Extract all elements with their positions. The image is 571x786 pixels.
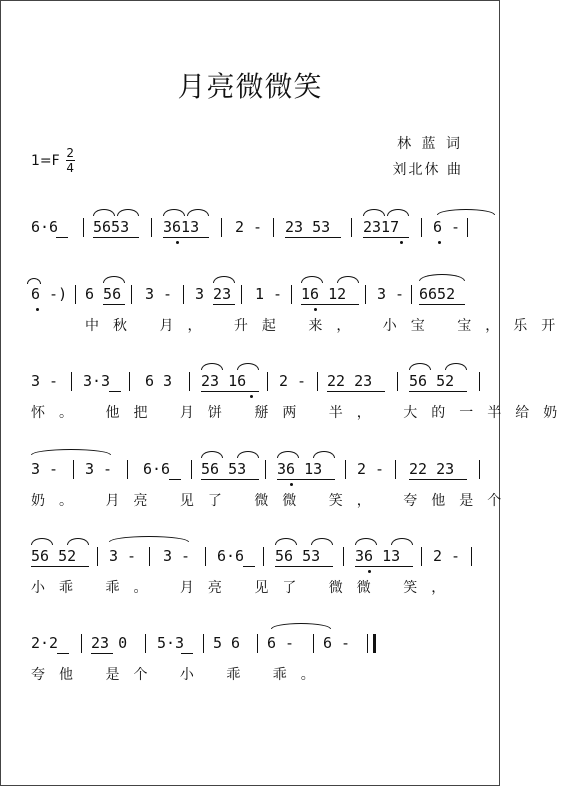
notes: 3 - [31,460,59,478]
slur [311,538,333,545]
notes: 36 13 [277,460,323,478]
notes: 6 -) [31,285,68,303]
underline [163,237,209,238]
notes: 56 53 [201,460,247,478]
notes: 2·2 [31,634,59,652]
underline [93,237,139,238]
notes: 23 0 [91,634,128,652]
barline [367,634,368,653]
barline [267,372,268,391]
low-octave-dot [176,241,179,244]
slur [67,538,89,545]
slur [409,363,431,370]
barline [365,285,366,304]
notes: 56 52 [31,547,77,565]
barline [127,460,128,479]
notes: 6·6 [217,547,245,565]
barline [75,285,76,304]
lyrics-line: 夸他 是个 小 乖 乖。 [31,667,329,683]
lyricist-credit: 林 蓝 词 [397,136,463,152]
composer-credit: 刘北休 曲 [392,162,463,178]
notes: 3 23 [195,285,232,303]
low-octave-dot [250,395,253,398]
score-system-3 [1,353,571,443]
barline [145,634,146,653]
underline [409,391,467,392]
notes: 36 13 [355,547,401,565]
notes: 5·3 [157,634,185,652]
slur [201,451,223,458]
score-system-6 [1,615,501,705]
tie [437,209,495,215]
notes: 23 53 [285,218,331,236]
barline [257,634,258,653]
notes: 56 52 [409,372,455,390]
notes: 16 12 [301,285,347,303]
barline [81,634,82,653]
barline [203,634,204,653]
barline [97,547,98,566]
notes: 2317 [363,218,400,236]
song-title: 月亮微微笑 [177,70,323,103]
low-octave-dot [438,241,441,244]
underline [277,479,335,480]
tie [109,536,189,542]
barline [263,547,264,566]
final-barline [373,634,376,653]
slur [93,209,115,216]
notes: 6 - [323,634,351,652]
slur [313,451,335,458]
notes: 6 3 [145,372,173,390]
notes: 3·3 [83,372,111,390]
notes: 6·6 [31,218,59,236]
notes: 6 - [433,218,461,236]
slur [163,209,185,216]
slur [31,538,53,545]
barline [471,547,472,566]
slur [117,209,139,216]
barline [479,372,480,391]
notes: 3 - [109,547,137,565]
notes: 6 56 [85,285,122,303]
notes: 6 - [267,634,295,652]
slur [355,538,377,545]
slur [237,363,259,370]
notes: 5 6 [213,634,241,652]
tie [31,449,111,455]
low-octave-dot [36,308,39,311]
barline [313,634,314,653]
underline [327,391,385,392]
notes: 2 - [433,547,461,565]
barline [83,218,84,237]
notes: 3 - [163,547,191,565]
barline [397,372,398,391]
notes: 22 23 [409,460,455,478]
barline [73,460,74,479]
barline [205,547,206,566]
notes: 6652 [419,285,456,303]
low-octave-dot [400,241,403,244]
underline [56,237,68,238]
barline [189,372,190,391]
score-system-4 [1,441,516,531]
slur [277,451,299,458]
slur [363,209,385,216]
score-system-2 [1,266,570,356]
underline [419,304,465,305]
barline [191,460,192,479]
low-octave-dot [314,308,317,311]
underline [213,304,235,305]
barline [151,218,152,237]
barline [351,218,352,237]
barline [149,547,150,566]
underline [355,566,413,567]
underline [91,653,113,654]
notes: 56 53 [275,547,321,565]
slur [445,363,467,370]
low-octave-dot [290,483,293,486]
barline [395,460,396,479]
slur [337,276,359,283]
notes: 22 23 [327,372,373,390]
barline [421,547,422,566]
notes: 3 - [145,285,173,303]
notes: 2 - [235,218,263,236]
key-time-signature [31,147,75,174]
barline [345,460,346,479]
notes: 3 - [31,372,59,390]
key-signature: 1=F [31,152,60,169]
underline [275,566,333,567]
slur [275,538,297,545]
barline [421,218,422,237]
lyrics-line: 小乖 乖。 月亮 见了 微微 笑， [31,580,460,596]
slur [187,209,209,216]
barline [131,285,132,304]
underline [201,391,259,392]
barline [129,372,130,391]
barline [183,285,184,304]
notes: 5653 [93,218,130,236]
time-bottom: 4 [66,161,75,175]
barline [467,218,468,237]
underline [301,304,359,305]
score-system-5 [1,528,501,618]
slur [301,276,323,283]
underline [109,391,121,392]
barline [343,547,344,566]
notes: 3 - [377,285,405,303]
slur [213,276,235,283]
time-signature [66,147,75,174]
low-octave-dot [368,570,371,573]
lyrics-line: 奶。 月亮 见了 微微 笑， 夸他是个 [31,493,516,509]
lyrics-line: 怀。 他把 月饼 掰两 半， 大的一半给奶 [31,405,571,421]
slur [391,538,413,545]
slur [237,451,259,458]
slur [387,209,409,216]
notes: 3613 [163,218,200,236]
underline [409,479,467,480]
barline [265,460,266,479]
underline [201,479,259,480]
underline [169,479,181,480]
underline [243,566,255,567]
barline [273,218,274,237]
underline [57,653,69,654]
time-top: 2 [66,146,75,160]
underline [285,237,341,238]
barline [291,285,292,304]
lyrics-line: 中秋 月， 升起 来， 小宝 宝，乐开 [85,318,570,334]
slur [201,363,223,370]
underline [103,304,125,305]
tie-continuation [27,278,41,284]
notes: 2 - [279,372,307,390]
barline [411,285,412,304]
barline [479,460,480,479]
underline [363,237,409,238]
barline [241,285,242,304]
notes: 23 16 [201,372,247,390]
slur [419,274,465,281]
notes: 6·6 [143,460,171,478]
notes: 1 - [255,285,283,303]
tie [271,623,331,629]
barline [221,218,222,237]
barline [317,372,318,391]
notes: 3 - [85,460,113,478]
slur [103,276,125,283]
barline [71,372,72,391]
notes: 2 - [357,460,385,478]
underline [181,653,193,654]
underline [31,566,89,567]
